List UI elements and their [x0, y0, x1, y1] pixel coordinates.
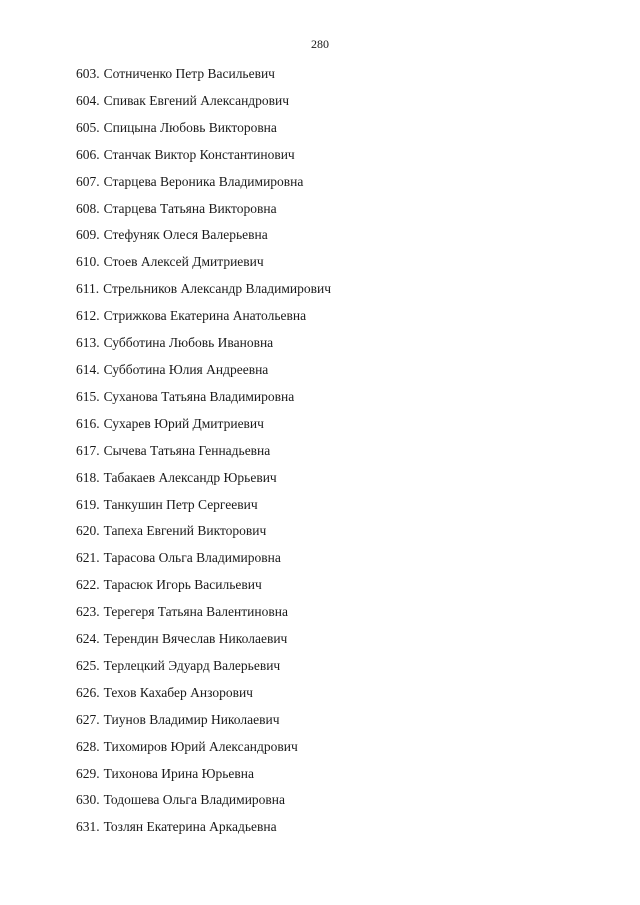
list-item: [76, 497, 331, 524]
page-number: 280: [311, 37, 329, 51]
list-item: [76, 93, 331, 120]
list-item: [76, 174, 331, 201]
item-number: 607.: [76, 173, 100, 189]
name-list: [76, 66, 331, 846]
item-number: 603.: [76, 66, 100, 81]
list-item: [76, 281, 331, 308]
item-number: 608.: [76, 200, 100, 216]
item-name: Терегеря Татьяна Валентиновна: [103, 604, 288, 620]
list-item: [76, 604, 331, 631]
item-name: Тихонова Ирина Юрьевна: [103, 765, 254, 781]
item-name: Старцева Вероника Владимировна: [103, 173, 304, 189]
list-item: [76, 416, 331, 443]
list-item: [76, 201, 331, 228]
list-item: [76, 254, 331, 281]
item-name: Табакаев Александр Юрьевич: [103, 469, 277, 485]
list-item: [76, 550, 331, 577]
item-name: Станчак Виктор Константинович: [103, 146, 295, 162]
item-number: 620.: [76, 523, 100, 539]
item-number: 630.: [76, 792, 100, 808]
item-number: 629.: [76, 765, 100, 781]
list-item: [76, 577, 331, 604]
item-number: 624.: [76, 631, 100, 647]
list-item: [76, 523, 331, 550]
item-name: Тодошева Ольга Владимировна: [103, 792, 286, 808]
item-name: Тихомиров Юрий Александрович: [103, 738, 298, 754]
item-name: Старцева Татьяна Викторовна: [103, 200, 277, 216]
list-item: [76, 443, 331, 470]
item-number: 617.: [76, 442, 100, 458]
list-item: [76, 658, 331, 685]
item-name: Техов Кахабер Анзорович: [103, 684, 253, 700]
item-number: 619.: [76, 496, 100, 512]
item-name: Стрельников Александр Владимирович: [103, 281, 332, 297]
list-item: [76, 362, 331, 389]
item-name: Спивак Евгений Александрович: [103, 92, 290, 108]
item-name: Стоев Алексей Дмитриевич: [103, 254, 264, 270]
item-number: 612.: [76, 308, 100, 324]
item-number: 614.: [76, 361, 100, 377]
list-item: [76, 819, 331, 846]
item-name: Терлецкий Эдуард Валерьевич: [103, 657, 281, 673]
item-name: Спицына Любовь Викторовна: [103, 119, 277, 135]
item-name: Стефуняк Олеся Валерьевна: [103, 227, 268, 243]
item-name: Сухарев Юрий Дмитриевич: [103, 415, 264, 431]
item-number: 616.: [76, 415, 100, 431]
item-number: 604.: [76, 92, 100, 108]
item-name: Терендин Вячеслав Николаевич: [103, 631, 288, 647]
list-item: [76, 227, 331, 254]
item-number: 611.: [76, 281, 100, 297]
item-name: Сотниченко Петр Васильевич: [103, 66, 275, 81]
item-name: Танкушин Петр Сергеевич: [103, 496, 258, 512]
item-name: Тарасова Ольга Владимировна: [103, 550, 281, 566]
item-name: Тозлян Екатерина Аркадьевна: [103, 819, 277, 835]
list-item: [76, 739, 331, 766]
item-number: 625.: [76, 657, 100, 673]
item-number: 621.: [76, 550, 100, 566]
item-number: 605.: [76, 119, 100, 135]
item-name: Суханова Татьяна Владимировна: [103, 388, 295, 404]
list-item: [76, 66, 331, 93]
list-item: [76, 389, 331, 416]
item-number: 626.: [76, 684, 100, 700]
item-name: Субботина Юлия Андреевна: [103, 361, 269, 377]
item-name: Тарасюк Игорь Васильевич: [103, 577, 262, 593]
list-item: [76, 120, 331, 147]
item-number: 606.: [76, 146, 100, 162]
item-number: 615.: [76, 388, 100, 404]
list-item: [76, 147, 331, 174]
item-number: 628.: [76, 738, 100, 754]
list-item: [76, 335, 331, 362]
list-item: [76, 308, 331, 335]
item-number: 627.: [76, 711, 100, 727]
list-item: [76, 631, 331, 658]
item-name: Сычева Татьяна Геннадьевна: [103, 442, 271, 458]
list-item: [76, 766, 331, 793]
item-number: 623.: [76, 604, 100, 620]
item-name: Тапеха Евгений Викторович: [103, 523, 267, 539]
list-item: [76, 685, 331, 712]
list-item: [76, 470, 331, 497]
item-name: Стрижкова Екатерина Анатольевна: [103, 308, 307, 324]
item-number: 622.: [76, 577, 100, 593]
list-item: [76, 712, 331, 739]
item-number: 631.: [76, 819, 100, 835]
item-number: 609.: [76, 227, 100, 243]
list-item: [76, 792, 331, 819]
item-number: 613.: [76, 335, 100, 351]
item-number: 618.: [76, 469, 100, 485]
item-number: 610.: [76, 254, 100, 270]
item-name: Субботина Любовь Ивановна: [103, 335, 274, 351]
item-name: Тиунов Владимир Николаевич: [103, 711, 280, 727]
